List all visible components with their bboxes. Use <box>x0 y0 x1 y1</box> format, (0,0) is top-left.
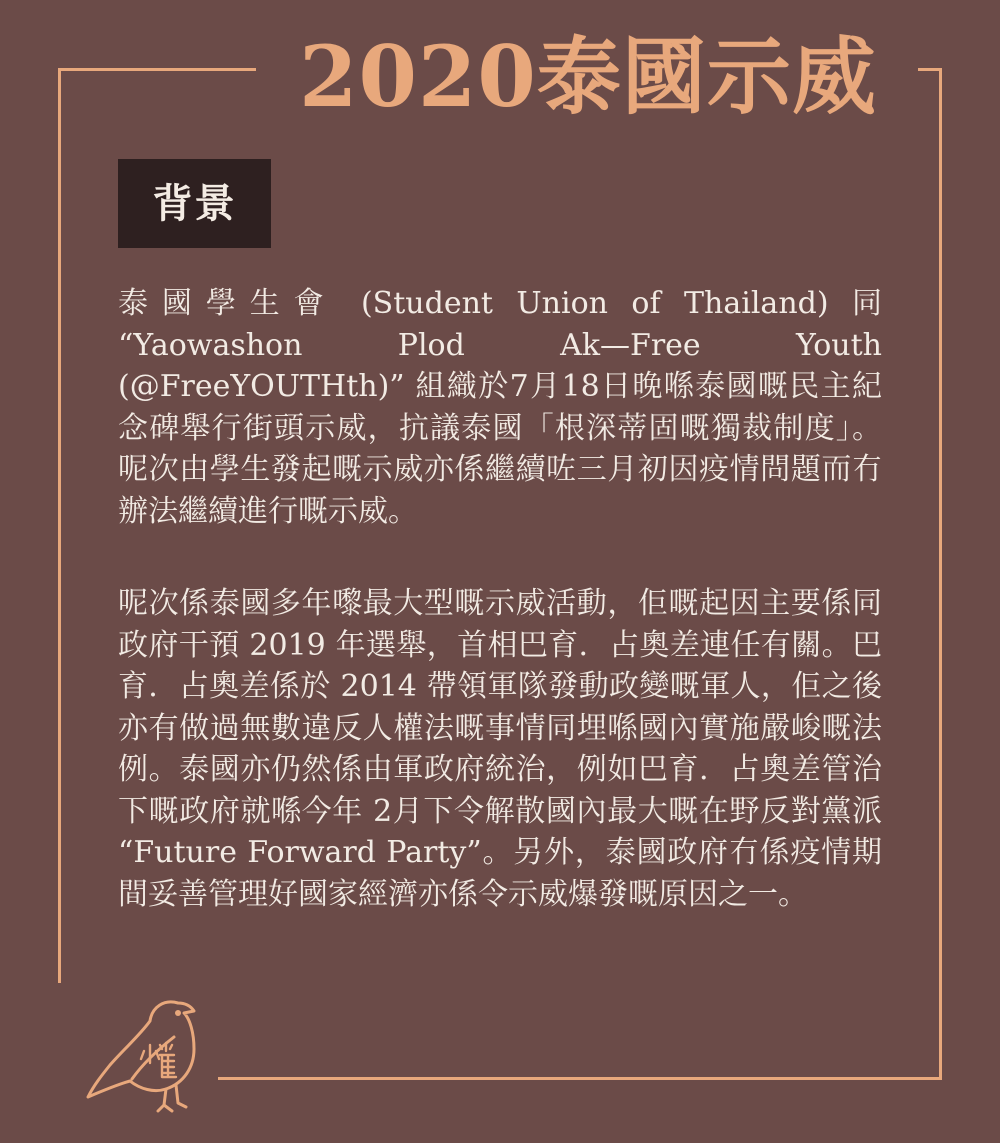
section-badge: 背景 <box>118 159 271 248</box>
frame-left-line <box>58 68 61 983</box>
page-title: 2020泰國示威 <box>299 27 877 126</box>
frame-bottom-line <box>218 1077 942 1080</box>
sparrow-logo-icon <box>80 985 220 1125</box>
paragraph-background-1: 泰國學生會 (Student Union of Thailand) 同 “Yaowashon Plod Ak—Free Youth (@FreeYOUTHth)” 組織於7月18日晚喺泰國嘅民主紀念碑舉行街頭示威，抗議泰國「根深蒂固嘅獨裁制度」。呢次由學生發起嘅示威亦係繼續咗三月初因疫情問題而冇辦法繼續進行嘅示威。 <box>118 286 882 529</box>
frame-top-left-line <box>58 68 256 71</box>
frame-right-line <box>939 68 942 1080</box>
paragraph-background-2: 呢次係泰國多年嚟最大型嘅示威活動，佢嘅起因主要係同政府干預 2019 年選舉，首相巴育．占奧差連任有關。巴育．占奧差係於 2014 帶領軍隊發動政變嘅軍人，佢之後亦有做過無數違反人權法嘅事情同埋喺國內實施嚴峻嘅法例。泰國亦仍然係由軍政府統治，例如巴育．占奧差管治下嘅政府就喺今年 2月下令解散國內最大嘅在野反對黨派 “Future Forward Party”。另外，泰國政府冇係疫情期間妥善管理好國家經濟亦係令示威爆發嘅原因之一。 <box>118 586 882 912</box>
